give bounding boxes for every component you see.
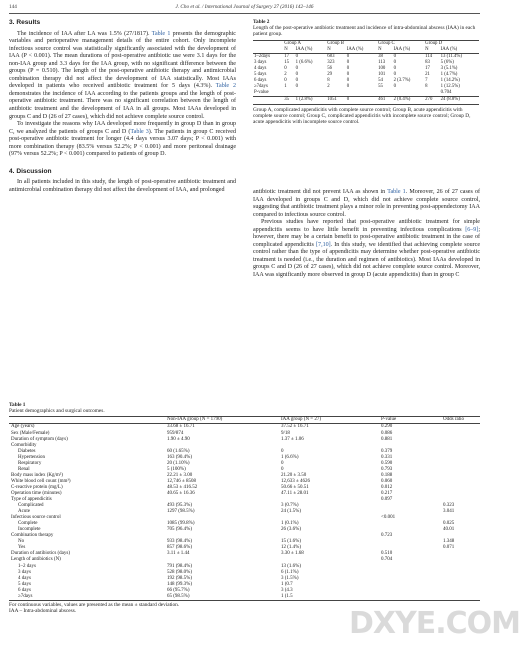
table1-row-label: Renal — [18, 466, 30, 472]
table1-cell: 9/18 — [281, 430, 290, 436]
table2-row — [253, 97, 479, 104]
table2-cell — [326, 90, 345, 97]
table1-cell: 65 (98.5%) — [167, 593, 190, 599]
table1-row-label: Acute — [18, 509, 30, 515]
table1-cell: 1 (1.5 — [281, 593, 293, 599]
table1-cell: 12,746 ± 8508 — [167, 478, 196, 484]
table2-cell: 7 — [425, 78, 428, 84]
table2-group-header: Group B — [327, 40, 344, 46]
table2-cell — [346, 90, 377, 97]
results-paragraph-1: The incidence of IAA after LA was 1.5% (27/1817). Table 1 presents the demographic variables and perioperative management details of the entire cohort. Only incomplete infectious source control was statistically significantly associated with the development of IAA (P < 0.001). The mean durations of post-operative antibiotic use were 3.1 days for the non-IAA group and 3.3 days for the IAA group, with no significant difference between the groups (P = 0.510). The length of the post-operative antibiotic therapy and antimicrobial combination therapy did not affect the development of IAA statistically. Most IAAs developed in patients who received antibiotic treatment for 5 days (4.3%). Table 2 demonstrates the incidence of IAA according to the patients groups and the length of post-operative antibiotic treatment. There was no significant correlation between the length of antibiotic treatment and the development of IAA in all groups. Most IAAs developed in groups C and D (26 of 27 cases), which did not achieve complete source control. — [9, 30, 236, 120]
table2-row-label: ≥7days — [254, 84, 268, 90]
table1-row-label: Complete — [18, 521, 38, 527]
table2-subheader: N — [425, 46, 429, 52]
table1-footnote: For continuous variables, values are presented as the mean ± standard deviation. — [9, 600, 480, 608]
table1-row-label: White blood cell count (mm³) — [11, 478, 71, 484]
table2-cell — [424, 90, 439, 97]
results-heading: 3. Results — [9, 19, 41, 26]
table1-row-label: Respiratory — [18, 460, 42, 466]
table2-cell: 3 (5.1%) — [440, 65, 458, 71]
table1-row-label: Comorbidity — [11, 442, 37, 448]
table1-cell: 1085 (99.8%) — [167, 521, 195, 527]
table1-cell: 0.723 — [381, 533, 393, 539]
table2-subheader: IAA (%) — [346, 46, 364, 52]
table1-header: Non-IAA group (N = 1790) — [167, 417, 223, 423]
table1-row-label: 1–2 days — [18, 563, 36, 569]
table2-cell: 0 — [346, 78, 350, 84]
table1-cell: 0.793 — [381, 466, 393, 472]
table1-row-label: Age (years) — [11, 424, 35, 430]
table1-header — [9, 417, 165, 424]
table2-cell: 2 (3.7%) — [393, 78, 411, 84]
table1-row-label: Hypertension — [18, 454, 45, 460]
table1-cell: 705 (96.4%) — [167, 527, 192, 533]
table2-cell: 0 — [346, 97, 350, 103]
table2-cell: 101 — [378, 72, 386, 78]
table2-cell: 17 — [425, 65, 430, 71]
table2-subheader: N — [378, 46, 382, 52]
watermark-logo: DXYE.COM — [349, 606, 520, 641]
table2-cell: 114 — [425, 53, 433, 59]
table2-cell: 21 — [425, 72, 430, 78]
table1-cell: 933 (98.4%) — [167, 539, 192, 545]
table2-cell: 24 (8.8%) — [440, 97, 460, 103]
table1-cell: 20 (1.10%) — [167, 460, 190, 466]
table1-row-label: Operation time (minutes) — [11, 490, 62, 496]
table2-cell: 38 — [378, 53, 383, 59]
table2-cell: 0.704 — [440, 90, 452, 96]
table2-row-label — [253, 97, 283, 104]
table1-cell: 1297 (98.5%) — [167, 509, 195, 515]
table1-row-label: Length of antibiotics (N) — [11, 557, 61, 563]
table1-cell: 3.041 — [443, 509, 455, 515]
table2-cell: 0 — [284, 65, 287, 71]
table1-cell: 26 (3.6%) — [281, 527, 301, 533]
table1-cell: 0.323 — [443, 503, 455, 509]
table1-cell: 192 (98.5%) — [167, 575, 192, 581]
page-number: 144 — [9, 4, 17, 10]
table2-cell: 1 (6.6%) — [295, 59, 313, 65]
table2-cell: 55 — [378, 84, 383, 90]
table1 — [9, 416, 480, 599]
table1-cell: 6 (1.1%) — [281, 569, 299, 575]
table1-cell: 857 (98.6%) — [167, 545, 192, 551]
table1-row-label: Type of appendicitis — [11, 497, 52, 503]
table2-group-header: Group A — [284, 40, 301, 46]
table1-cell: 0.881 — [381, 436, 393, 442]
table1-row-label: 3 days — [18, 569, 31, 575]
table1-row-label: 4 days — [18, 575, 31, 581]
table1-cell: 37.52 ± 16.71 — [281, 424, 309, 430]
table1-header: IAA group (N = 27) — [281, 417, 322, 423]
header-rule — [9, 13, 480, 14]
table2-cell: 0 — [295, 84, 299, 90]
table1-cell: 791 (98.4%) — [167, 563, 192, 569]
table1-cell: 1 (0.7 — [281, 581, 293, 587]
discussion-paragraph-1: In all patients included in this study, the length of post-operative antibiotic treatment and antimicrobial combination therapy did not affect the development of IAA, and prolonged — [9, 179, 236, 193]
table1-cell: <0.001 — [381, 515, 396, 521]
table1-row-label: Incomplete — [18, 527, 41, 533]
table2-cell: 0 — [284, 78, 287, 84]
table1-row-label: 5 days — [18, 581, 31, 587]
reference-link[interactable]: [7,10] — [316, 241, 331, 248]
table1-cell: 0 — [281, 448, 284, 454]
table1-cell: 0.510 — [381, 551, 393, 557]
table2-cell: 17 — [284, 53, 290, 59]
table2-row-label: 3 days — [254, 59, 267, 65]
table2-subheader: N — [327, 46, 331, 52]
table2-cell: 461 — [378, 97, 386, 103]
table1-cell: 163 (90.4%) — [167, 454, 192, 460]
table1-cell: 528 (98.0%) — [167, 569, 192, 575]
table1-cell: 15 (1.6%) — [281, 539, 301, 545]
table1-cell: 3.11 ± 1.44 — [167, 551, 190, 557]
table1-cell: 24 (1.5%) — [281, 509, 301, 515]
table1-caption: Patient demographics and surgical outcomes. — [9, 408, 105, 415]
table2-cell: 0 — [295, 53, 299, 59]
table2-link[interactable]: Table 2 — [215, 83, 236, 90]
table2-subheader: IAA (%) — [393, 46, 411, 52]
table2-cell: 270 — [425, 97, 433, 103]
table1-cell: 12,633 ± 4626 — [281, 478, 310, 484]
table1-cell: 48.53 ± 416.52 — [167, 484, 198, 490]
discussion-heading: 4. Discussion — [9, 167, 52, 175]
table2-cell: 29 — [327, 72, 333, 78]
table1-cell: 66 (95.7%) — [167, 587, 190, 593]
table2-row-label: P-value — [254, 90, 269, 96]
table2-cell: 1 (14.2%) — [440, 78, 460, 84]
table1-cell: 0.060 — [381, 478, 393, 484]
table2-cell: 54 — [378, 78, 383, 84]
table2-cell: 0 — [295, 65, 299, 71]
table2-row-label: 6 days — [254, 78, 267, 84]
table1-cell: 60 (1.65%) — [167, 448, 190, 454]
table1-header: Odds ratio — [443, 417, 464, 423]
table2-cell: 56 — [327, 65, 333, 71]
right-paragraph-2: Previous studies have reported that post-operative antibiotic treatment for simple appendicitis seems to have little benefit in preventing infectious complications [6–9]; however, there may be a certain benefit to post-operative antibiotic treatment in the case of complicated appendicitis [7,10]. In this study, we identified that achieving complete source control rather than the type of appendicitis may determine whether post-operative antibiotic treatment is needed (i.e., the duration and regimen of antibiotics). Most IAAs developed in groups C and D (26 of 27 cases), which did not achieve complete source control. Moreover, IAA was significantly more observed in group D (acute appendicitis) than in group C — [253, 219, 481, 279]
table2-cell: 100 — [378, 65, 386, 71]
table1-cell: 959/874 — [167, 430, 184, 436]
table2-cell: 0 — [393, 84, 396, 90]
table1-cell: 0.217 — [381, 490, 393, 496]
table2-cell: 15 — [284, 59, 290, 65]
table2-row — [253, 53, 479, 60]
table1-cell: 0.086 — [381, 430, 393, 436]
table2-row-label: 4 days — [254, 65, 267, 71]
table1-cell: 0.331 — [381, 454, 393, 460]
table1-cell: 0.379 — [381, 448, 393, 454]
table1-cell: 22.21 ± 3.00 — [167, 472, 193, 478]
table2-caption: Length of the post-operative antibiotic treatment and incidence of intra-abdominal abscess (IAA) in each patient group. — [253, 25, 476, 38]
table2-cell — [283, 90, 294, 97]
table2-cell: 83 — [425, 59, 430, 65]
table2-cell: 0 — [393, 53, 396, 59]
table2-group-header: Group C — [378, 40, 395, 46]
table2-cell: 1 — [284, 84, 287, 90]
table3-link[interactable]: Table 3 — [130, 128, 149, 135]
left-column — [9, 19, 236, 194]
table1-header: P-value — [381, 417, 397, 423]
table1-row-label: Yes — [18, 545, 26, 551]
table1-row-label: Infectious source control — [11, 515, 61, 521]
table2-cell: 0 — [295, 78, 299, 84]
table1-cell: 33.68 ± 16.71 — [167, 424, 195, 430]
table2-cell: 35 — [284, 97, 290, 103]
table2-block — [253, 19, 480, 125]
table1-cell: 1.90 ± 4.90 — [167, 436, 190, 442]
table1-cell: 3 (0.7%) — [281, 503, 299, 509]
table1-cell: 21.20 ± 3.50 — [281, 472, 307, 478]
table2-cell: 0 — [393, 59, 396, 65]
table1-cell: 0.071 — [443, 545, 455, 551]
journal-citation: J. Cho et al. / International Journal of Surgery 27 (2016) 142–146 — [175, 4, 314, 10]
table1-row-label: Diabetes — [18, 448, 36, 454]
table1-row-label: Sex (Male/Female) — [11, 430, 50, 436]
table2-cell: 0 — [393, 72, 396, 78]
table1-cell: 148 (99.3%) — [167, 581, 192, 587]
table1-cell: 0.097 — [381, 497, 393, 503]
table2-subheader: N — [284, 46, 288, 52]
table1-link[interactable]: Table 1 — [387, 189, 406, 195]
table2-cell: 0 — [346, 53, 350, 59]
table1-row-label: C-reactive protein (mg/L) — [11, 484, 63, 490]
reference-link[interactable]: [6–9] — [465, 226, 479, 233]
table1-row-label: Body mass index (Kg/m²) — [11, 472, 63, 478]
table1-cell: 0.025 — [443, 521, 455, 527]
table2-cell: 1 (12.5%) — [440, 84, 460, 90]
table2-cell: 8 — [327, 78, 330, 84]
table2-subheader: IAA (%) — [295, 46, 313, 52]
table2-row-label: 1–2days — [254, 53, 270, 59]
table2-cell: 113 — [378, 59, 386, 65]
table1-cell: 0.704 — [381, 557, 393, 563]
table1-cell: 40.65 ± 16.36 — [167, 490, 195, 496]
running-header — [9, 4, 480, 13]
table1-cell: 5 (100%) — [167, 466, 186, 472]
table1-footnote: IAA – Intra-abdominal abscess. — [9, 608, 77, 615]
table1-row-label: Combination therapy — [11, 533, 54, 539]
table2-cell: 1051 — [327, 97, 337, 103]
table1-row-label: Duration of antibiotics (days) — [11, 551, 71, 557]
right-column — [253, 189, 480, 280]
table1-row-label: No — [18, 539, 25, 545]
table2-cell — [295, 90, 327, 97]
table2-footnote: Group A, complicated appendicitis with complete source control; Group B, acute appendicitis with complete source control; Group C, complicated appendicitis with incomplete source control; Group D, acute appendicitis with incomplete source control. — [253, 106, 471, 125]
table1-row-label: Complicated — [18, 503, 44, 509]
table1-cell: 0.290 — [381, 424, 393, 430]
table1-cell: 3 (1.5%) — [281, 575, 299, 581]
table1-link[interactable]: Table 1 — [151, 30, 171, 37]
table2-cell: 2 — [284, 72, 287, 78]
table2-row-label: 5 days — [254, 72, 267, 78]
table1-cell: 3 (4.3 — [281, 587, 293, 593]
table2-cell: 2 — [327, 84, 330, 90]
table1-block — [9, 402, 480, 614]
table1-cell: 1.348 — [443, 539, 455, 545]
right-paragraph-1: antibiotic treatment did not prevent IAA as shown in Table 1. Moreover, 26 of 27 cases of IAA developed in groups C and D, which did not achieve complete source control, suggesting that antibiotic treatment plays a minor role in preventing post-appendectomy IAA compared to infectious source control. — [253, 189, 480, 218]
table2-cell: 0 — [295, 72, 299, 78]
table2-cell: 2 (0.4%) — [393, 97, 411, 103]
table2-cell: 13 (11.4%) — [440, 53, 463, 59]
table1-cell: 0.590 — [381, 460, 393, 466]
table1-cell: 0 — [281, 460, 284, 466]
table2 — [253, 40, 479, 105]
table1-cell: 40.01 — [443, 527, 455, 533]
table1-row-label: 6 days — [18, 587, 31, 593]
results-paragraph-2: To investigate the reasons why IAA developed more frequently in group D than in group C, we analyzed the patients of groups C and D (Table 3). The patients in group C received post-operative antibiotic treatment for longer (4.4 days versus 3.07 days; P < 0.001) with more combination therapy (83.5% versus 52.2%; P < 0.001) and more peritoneal drainage (97% versus 52.2%; P < 0.001) compared to patients of group D. — [9, 121, 236, 158]
table2-cell: 0 — [346, 72, 350, 78]
table2-cell: 0 — [346, 65, 350, 71]
table2-cell: 0 — [393, 65, 396, 71]
table2-row — [253, 90, 479, 97]
table2-cell — [393, 90, 425, 97]
table1-cell: 13 (1.6%) — [281, 563, 301, 569]
table1-cell: 50.66 ± 50.51 — [281, 484, 309, 490]
table1-row-label: ≥7days — [18, 593, 33, 599]
table2-cell: 1 (2.8%) — [295, 97, 313, 103]
table2-cell: 0 — [346, 59, 350, 65]
table1-cell: 3.30 ± 1.68 — [281, 551, 304, 557]
table2-cell: 1 (4.7%) — [440, 72, 458, 78]
table1-cell: 0.012 — [381, 484, 393, 490]
table2-cell — [377, 90, 392, 97]
table2-cell: 683 — [327, 53, 335, 59]
table2-cell: 323 — [327, 59, 335, 65]
table1-cell: 1 (6.6%) — [281, 454, 299, 460]
table1-cell: 12 (1.4%) — [281, 545, 301, 551]
table1-cell: 493 (95.3%) — [167, 503, 192, 509]
table1-row-label: Duration of symptom (days) — [11, 436, 68, 442]
table1-cell: 1.37 ± 1.06 — [281, 436, 304, 442]
table1-label: Table 1 — [9, 402, 26, 408]
table2-cell: 8 — [425, 84, 428, 90]
table2-subheader: IAA (%) — [440, 46, 458, 52]
table1-cell: 0 — [281, 466, 284, 472]
table1-cell: 0.188 — [381, 472, 393, 478]
table2-group-header: Group D — [425, 40, 443, 46]
table2-label: Table 2 — [253, 19, 270, 25]
table2-cell: 5 (6%) — [440, 59, 454, 65]
table2-cell: 0 — [346, 84, 350, 90]
table1-cell: 1 (0.1%) — [281, 521, 299, 527]
table1-cell: 47.11 ± 28.01 — [281, 490, 309, 496]
